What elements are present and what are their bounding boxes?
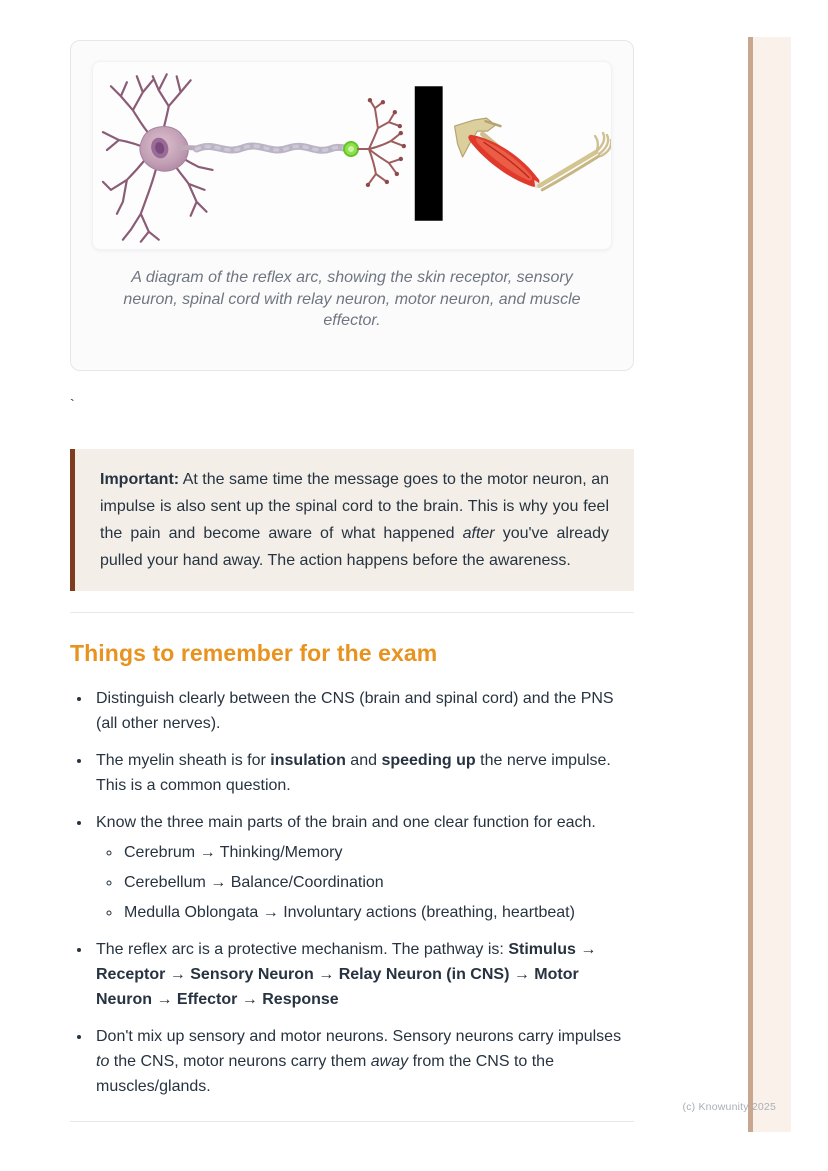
section-divider-top xyxy=(70,612,634,613)
italic-text: away xyxy=(370,1052,409,1070)
text-run: The reflex arc is a protective mechanism. The pathway is: xyxy=(96,940,509,958)
bold-text: insulation xyxy=(270,751,346,769)
sub-list-item xyxy=(122,870,634,895)
figure-caption: A diagram of the reflex arc, showing the skin receptor, sensory neuron, spinal cord with relay neuron, motor neuron, and muscle effector. xyxy=(123,269,581,329)
list-item xyxy=(92,937,634,1012)
text-run: you've already pulled your hand away. The action happens before the awareness. xyxy=(100,524,609,569)
myelinated-axon xyxy=(181,146,346,150)
page-edge-stripe xyxy=(748,37,791,1132)
sub-list-item xyxy=(122,900,634,925)
bold-text: speeding up xyxy=(381,751,476,769)
muscle-highlight xyxy=(476,138,532,181)
reflex-arc-illustration xyxy=(93,62,611,249)
reflex-arc-image xyxy=(92,61,612,250)
important-callout-text xyxy=(100,466,609,574)
bold-text: Important: xyxy=(100,470,180,488)
text-run: The myelin sheath is for xyxy=(96,751,271,769)
copyright-watermark: (c) Knowunity 2025 xyxy=(682,1101,776,1113)
text-run: and xyxy=(345,751,382,769)
italic-text: after xyxy=(462,524,495,542)
reflex-arc-figure-card xyxy=(70,40,634,371)
sub-list xyxy=(96,840,634,925)
forearm-bone-ulna xyxy=(542,156,599,190)
text-run: Distinguish clearly between the CNS (brain and spinal cord) and the PNS (all other nerves). xyxy=(96,689,614,732)
text-run: At the same time the message goes to the motor neuron, an impulse is also sent up the spinal cord to the brain. This is why you feel the pain and become aware of what happened xyxy=(100,470,609,542)
document-content xyxy=(70,40,634,1122)
text-run: the nerve impulse. This is a common question. xyxy=(96,751,611,794)
text-run: Don't mix up sensory and motor neurons. Sensory neurons carry impulses xyxy=(96,1027,622,1045)
arm-muscle-illustration xyxy=(455,118,611,190)
section-title: Things to remember for the exam xyxy=(70,639,438,666)
text-run: Cerebellum → Balance/Coordination xyxy=(124,873,384,891)
italic-text: to xyxy=(96,1052,110,1070)
important-callout xyxy=(70,449,634,591)
list-item xyxy=(92,686,634,736)
exam-list xyxy=(70,686,634,1099)
list-item xyxy=(92,810,634,925)
section-divider-bottom xyxy=(70,1121,634,1122)
text-run: Medulla Oblongata → Involuntary actions (breathing, heartbeat) xyxy=(124,903,575,921)
list-item xyxy=(92,1024,634,1099)
stray-backtick-text: ` xyxy=(70,395,75,412)
forearm-bone-radius xyxy=(539,152,596,186)
bold-text: Stimulus → Receptor → Sensory Neuron → Relay Neuron (in CNS) → Motor Neuron → Effector → Response xyxy=(96,940,597,1008)
text-run: from the CNS to the muscles/glands. xyxy=(96,1052,554,1095)
list-item xyxy=(92,748,634,798)
sub-list-item xyxy=(122,840,634,865)
text-run: Know the three main parts of the brain and one clear function for each. xyxy=(96,813,596,831)
text-run: the CNS, motor neurons carry them xyxy=(109,1052,371,1070)
redacted-black-bar xyxy=(415,86,443,220)
text-run: Cerebrum → Thinking/Memory xyxy=(124,843,343,861)
synapse-dot-center xyxy=(348,146,354,152)
